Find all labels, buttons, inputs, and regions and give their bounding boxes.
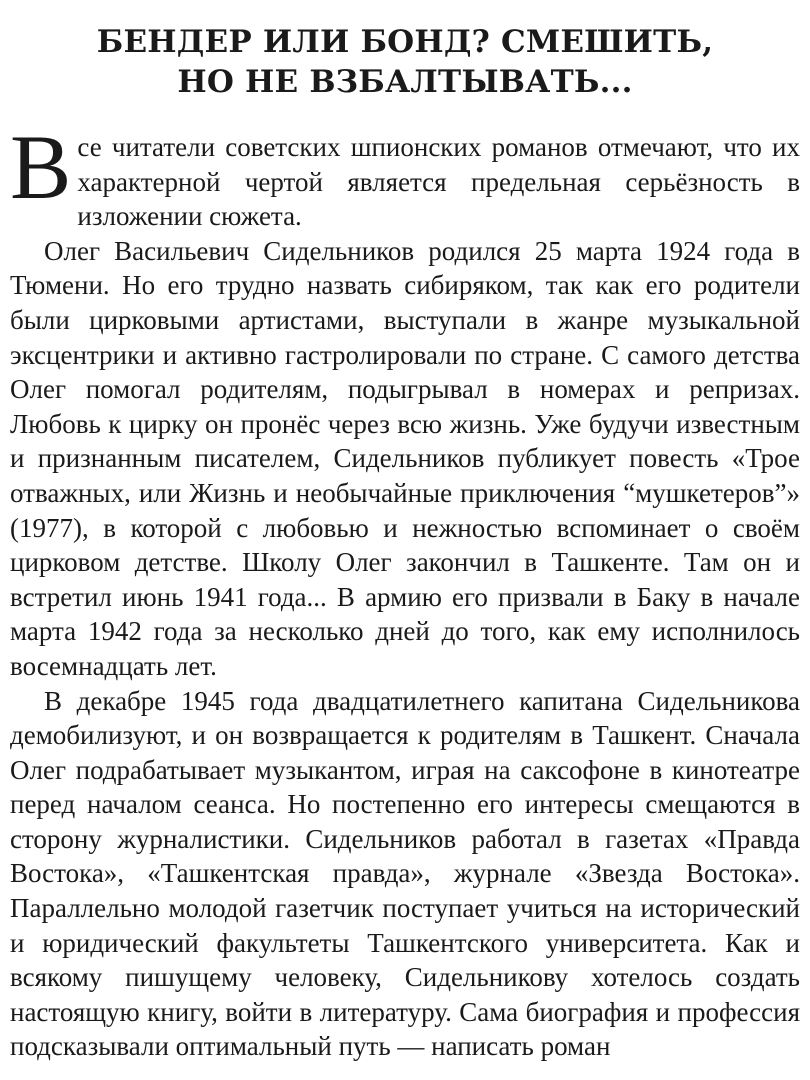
paragraph-2: Олег Васильевич Сидельников родился 25 марта 1924 года в Тюмени. Но его трудно назвать сибиряком, так как его родители были цирковыми артистами, выступали в жанре музыкальной эксцентрики и активно гастролировали по стране. С самого детства Олег помогал родителям, подыгрывал в номерах и репризах. Любовь к цирку он пронёс через всю жизнь. Уже будучи известным и признанным писателем, Сидельников публикует повесть «Трое отважных, или Жизнь и необычайные приключения “мушкетеров”» (1977), в которой с любовью и нежностью вспоминает о своём цирковом детстве. Школу Олег закончил в Ташкенте. Там он и встретил июнь 1941 года... В армию его призвали в Баку в начале марта 1942 года за несколько дней до того, как ему исполнилось восемнадцать лет. <box>10 235 800 681</box>
paragraph-1 <box>10 116 800 234</box>
article-title-line-2: НО НЕ ВЗБАЛТЫВАТЬ... <box>177 64 633 100</box>
article-title <box>10 22 800 102</box>
drop-cap: В <box>10 116 72 218</box>
paragraph-3: В декабре 1945 года двадцатилетнего капитана Сидельникова демобилизуют, и он возвращается к родителям в Ташкент. Сначала Олег подрабатывает музыкантом, играя на саксофоне в кинотеатре перед началом сеанса. Но постепенно его интересы смещаются в сторону журналистики. Сидельников работал в газетах «Правда Востока», «Ташкентская правда», журнале «Звезда Востока». Параллельно молодой газетчик поступает учиться на исторический и юридический факультеты Ташкентского университета. Как и всякому пишущему человеку, Сидельникову хотелось создать настоящую книгу, войти в литературу. Сама биография и профессия подсказывали оптимальный путь — написать роман <box>10 685 800 1062</box>
document-page <box>10 0 800 1080</box>
paragraph-1-text: се читатели советских шпионских романов отмечают, что их характерной чертой является предельная серьёзность в изложении сюжета. <box>77 132 800 232</box>
article-title-line-1: БЕНДЕР ИЛИ БОНД? СМЕШИТЬ, <box>96 24 714 60</box>
article-body <box>10 116 800 1064</box>
